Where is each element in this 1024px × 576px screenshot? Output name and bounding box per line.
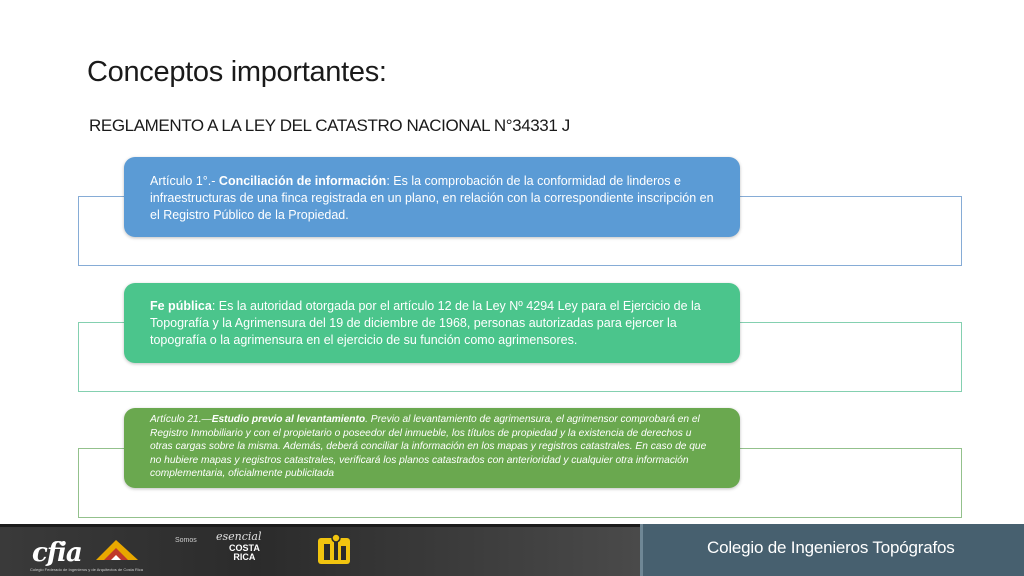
cfia-caption: Colegio Federado de Ingenieros y de Arquitectos de Costa Rica [30,567,143,572]
item-body: . Previo al levantamiento de agrimensura, el agrimensor comprobará en el Registro Inmobiliario y con el propietario o poseedor del inmueble, los títulos de propiedad y la existencia de derechos u otras cargas sobre la misma. Además, deberá conciliar la información en los mapas y registros catastrales. En caso de que no hubiere mapas y registros catastrales, verificará los planos catastrados con anterioridad y cualquier otra información complementaria, oficialmente publicitada [150,414,707,480]
item-term: Fe pública [150,299,212,313]
cfia-logo [28,534,146,572]
costa-rica-mark [229,544,260,562]
item-lead: Artículo 21.— [150,414,212,425]
item-term: Estudio previo al levantamiento [211,414,366,425]
rica-label: RICA [233,552,256,562]
cit-logo-icon [316,532,352,566]
item-body: : Es la autoridad otorgada por el artículo 12 de la Ley Nº 4294 Ley para el Ejercicio de la Topografía y la Agrimensura del 19 de diciembre de 1968, personas autorizadas para ejercer la topografía o la agrimensura en el ejercicio de su función como agrimensores. [150,299,701,347]
footer-stripe [0,524,640,527]
footer-bar [0,524,1024,576]
slide-subtitle: REGLAMENTO A LA LEY DEL CATASTRO NACIONAL N°34331 J [89,116,570,135]
cfia-logo-text: cfia [32,538,82,568]
esencial-label: esencial [216,530,262,543]
footer-logos-panel [0,524,640,576]
footer-org-panel [640,524,1024,576]
item-lead: Artículo 1°.- [150,174,219,188]
slide-title: Conceptos importantes: [87,56,387,88]
item-body: : Es la comprobación de la conformidad de linderos e infraestructuras de una finca registrada en un plano, en relación con la correspondiente inscripción en el Registro Público de la Propiedad. [150,174,714,222]
definition-box-fe-publica [124,283,740,363]
cfia-mark-icon [94,538,140,562]
somos-label: Somos [175,537,197,544]
org-name: Colegio de Ingenieros Topógrafos [707,538,955,557]
definition-box-estudio-previo [124,408,740,488]
definition-box-conciliacion [124,157,740,237]
item-term: Conciliación de información [218,174,387,188]
costa-label: COSTA [229,543,260,553]
